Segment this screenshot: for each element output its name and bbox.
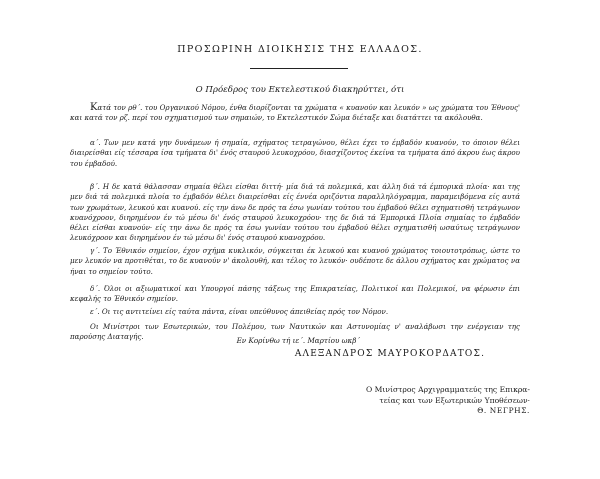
paragraph-article-alpha: α΄. Των μεν κατά γην δυνάμεων ή σημαία, σχήματος τετραγώνου, θέλει έχει το έμβαδόν κυανούν, το όποιον θέλει διαιρείσθαι είς τέσσαρα ίσα τμήματα δι' ένός σταυρού λευκοχρόου, διασχίζοντος έκείνα τα τμήματα άπό άκρου έως άκρου του έμβαδού. xyxy=(70,138,520,168)
article-delta xyxy=(70,284,520,305)
paragraph-article-gamma: γ΄. Το Έθνικόν σημείον, έχον σχήμα κυκλικόν, σύγκειται έκ λευκού και κυανού χρώματος τοιουτοτρόπως, ώστε το μεν λευκόν να προτιθέται, το δε κυανούν ν' άκολουθή, και τέλος το λευκόν· ουδέποτε δε άλλου σχήματος και χρώματος να ήναι το σημείον τούτο. xyxy=(70,246,520,276)
countersign-name: Θ. ΝΕΓΡΗΣ. xyxy=(477,406,530,415)
place-date-line: Εν Κορίνθω τή ιε΄. Μαρτίου ωκβ΄ xyxy=(236,336,360,345)
article-gamma xyxy=(70,246,520,277)
countersign-title-line-1: Ο Μινίστρος Αρχιγραμματεύς της Επικρα- xyxy=(366,385,530,394)
countersignature-block xyxy=(290,385,530,417)
countersign-title-line-2: τείας και των Εξωτερικών Υποθέσεων· xyxy=(379,395,530,405)
article-epsilon xyxy=(70,307,520,317)
drop-letter: Κ xyxy=(90,102,98,113)
intro-line: Ο Πρόεδρος του Εκτελεστικού διακηρύττει, ότι xyxy=(195,85,405,95)
decree-preamble xyxy=(70,103,520,124)
paragraph-article-epsilon: ε΄. Οι τις αντιτείνει είς ταύτα πάντα, είναι υπεύθυνος άπειθείας πρός τον Νόμον. xyxy=(90,307,389,316)
paragraph-article-beta: β΄. Η δε κατά θάλασσαν σημαία θέλει είσθαι διττή· μία διά τά πολεμικά, και άλλη διά τά έμπορικά πλοία· και της μεν διά τά πολεμικά πλοία το έμβαδόν θέλει διαιρείσθαι είς έννέα οριζόντια παραλληλόγραμμα, παραμειβόμενα είς αυτά των χρωμάτων, λευκού και κυανού. είς την άνω δε πρός τα έσω γωνίαν τούτου του έμβαδού θέλει σχηματισθή τετράγωνον κυανόχροον, διηρημένον έν τώ μέσω δι' ένός σταυρού λευκοχρόου· της δε διά τά Έμπορικά Πλοία σημαίας το έμβαδόν θέλει είσθαι κυανούν· είς την άνω δε πρός τα έσω γωνίαν τούτου του έμβαδού θέλει σχηματισθή ωσαύτως τετράγωνον λευκόχροον και διηρημένον έν τώ μέσω δι' ένός σταυρού κυανοχρόου. xyxy=(70,182,520,243)
article-alpha xyxy=(70,138,520,169)
paragraph-preamble xyxy=(70,103,520,124)
president-signature: ΑΛΕΞΑΝΔΡΟΣ ΜΑΥΡΟΚΟΡΔΑΤΟΣ. xyxy=(294,349,486,359)
title-divider xyxy=(250,68,348,69)
preamble-text: ατά τον ρθ΄. του Οργανικού Νόμου, ένθα διορίζονται τα χρώματα « κυανούν και λευκόν » ως χρώματα του Έθνους' και κατά τον ρζ. περί του σχηματισμού των σημαιών, το Εκτελεστικόν Σώμα διέταξε και διατάττει τα ακόλουθα. xyxy=(70,103,520,123)
document-title: ΠΡΟΣΩΡΙΝΗ ΔΙΟΙΚΗΣΙΣ ΤΗΣ ΕΛΛΑΔΟΣ. xyxy=(177,44,423,55)
paragraph-execution: Οι Μινίστροι των Εσωτερικών, του Πολέμου, των Ναυτικών και Αστυνομίας ν' αναλάβωσι την ενέργειαν της παρούσης Διαταγής. xyxy=(70,322,520,342)
article-beta xyxy=(70,182,520,244)
paragraph-article-delta: δ΄. Όλοι οι αξιωματικοί και Υπουργοί πάσης τάξεως της Επικρατείας, Πολιτικοί και Πολεμικοί, να φέρωσιν έπι κεφαλής το Έθνικόν σημείον. xyxy=(70,284,520,304)
